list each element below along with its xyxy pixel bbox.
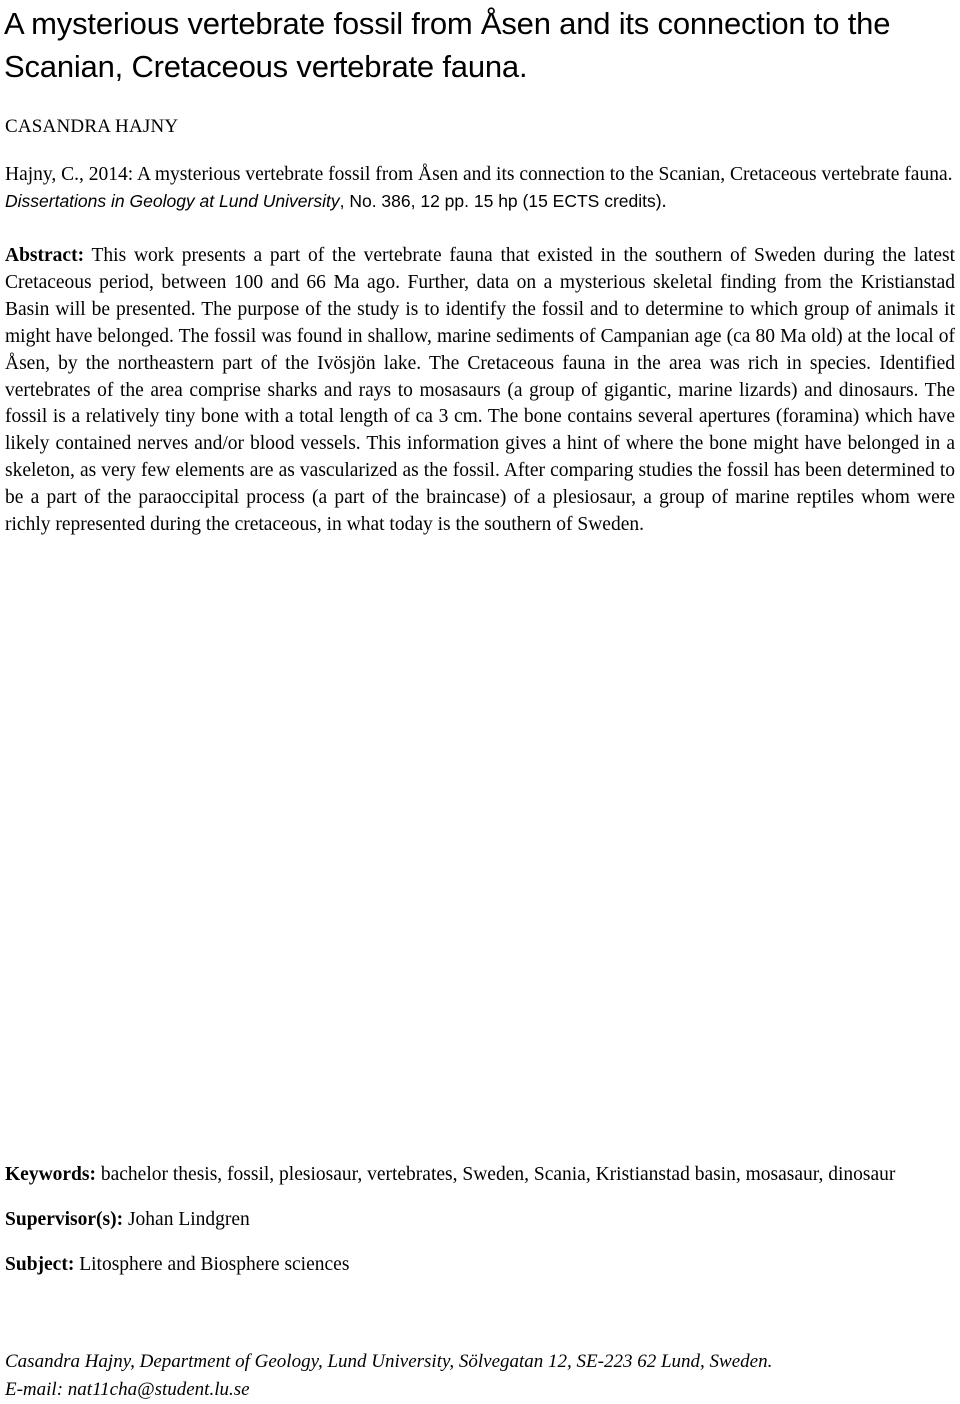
author-address: Casandra Hajny, Department of Geology, Lund University, Sölvegatan 12, SE-223 62 Lund, Sweden. [5,1351,773,1372]
subject-value: Litosphere and Biosphere sciences [79,1254,350,1275]
subject-label: Subject: [5,1254,75,1275]
keywords-value: bachelor thesis, fossil, plesiosaur, vertebrates, Sweden, Scania, Kristianstad basin, mosasaur, dinosaur [100,1164,896,1185]
footer [5,1348,772,1404]
abstract-text: This work presents a part of the vertebrate fauna that existed in the southern of Sweden during the latest Cretaceous period, between 100 and 66 Ma ago. Further, data on a mysterious skeletal finding from the Kristianstad Basin will be presented. The purpose of the study is to identify the fossil and to determine to which group of animals it might have belonged. The fossil was found in shallow, marine sediments of Campanian age (ca 80 Ma old) at the local of Åsen, by the northeastern part of the Ivösjön lake. The Cretaceous fauna in the area was rich in species. Identified vertebrates of the area comprise sharks and rays to mosasaurs (a group of gigantic, marine lizards) and dinosaurs. The fossil is a relatively tiny bone with a total length of ca 3 cm. The bone contains several apertures (foramina) which have likely contained nerves and/or blood vessels. This information gives a hint of where the bone might have belonged in a skeleton, as very few elements are as vascularized as the fossil. After comparing studies the fossil has been determined to be a part of the paraoccipital process (a part of the braincase) of a plesiosaur, a group of marine reptiles whom were richly represented during the cretaceous, in what today is the southern of Sweden. [5,245,955,536]
supervisor-label: Supervisor(s): [5,1209,124,1230]
citation-end: . [661,191,667,212]
citation [5,161,955,215]
subject [5,1252,349,1278]
author-name: CASANDRA HAJNY [5,116,179,137]
citation-series: Dissertations in Geology at Lund University [5,191,340,211]
supervisor-value: Johan Lindgren [127,1209,250,1230]
supervisor [5,1207,250,1233]
citation-details: , No. 386, 12 pp. 15 hp (15 ECTS credits) [339,191,662,211]
abstract-label: Abstract: [5,245,85,266]
citation-prefix: Hajny, C., 2014: A mysterious vertebrate fossil from Åsen and its connection to the Scanian, Cretaceous vertebrate fauna. [5,164,953,185]
keywords [5,1162,895,1188]
author-email: E-mail: nat11cha@student.lu.se [5,1379,250,1400]
keywords-label: Keywords: [5,1164,96,1185]
page-title: A mysterious vertebrate fossil from Åsen and its connection to the Scanian, Cretaceous vertebrate fauna. [4,6,891,84]
abstract [5,243,955,539]
